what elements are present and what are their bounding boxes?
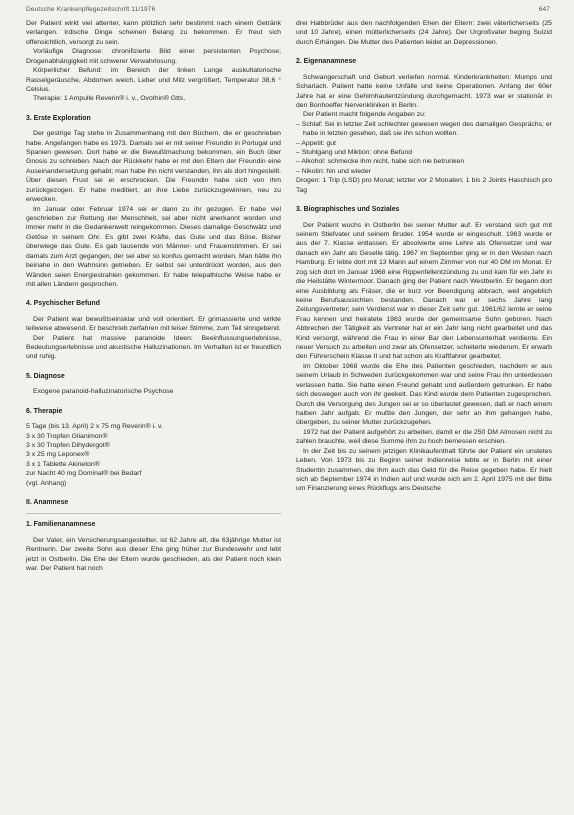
body-paragraph: 1972 hat der Patient aufgehört zu arbeiten, damit er die 250 DM Almosen nicht zu zahlen brauchte, weil diese Summe ihm zu hoch bemessen erschien.	[296, 428, 552, 446]
intro-paragraph: Der Patient wirkt viel attenter, kann plötzlich sehr bestimmt nach einem Getränk verlangen. Irdische Dinge scheinen Belang zu bekommen. Er freut sich offensichtlich, versorgt zu sein.	[26, 20, 281, 46]
journal-title: Deutsche Krankenpflegezeitschrift 11/1976	[26, 6, 156, 13]
section-heading: 3. Biographisches und Soziales	[296, 206, 400, 214]
right-column	[296, 19, 552, 494]
therapy-item: (vgl. Anhang)	[26, 479, 67, 487]
section-heading: 3. Erste Exploration	[26, 114, 91, 122]
intro-paragraph: Therapie: 1 Ampulle Reverin® i. v., Ovothin® Gtts.	[33, 95, 186, 103]
body-paragraph: Der gestrige Tag stehe in Zusammenhang mit den Büchern, die er geschrieben habe. Angefangen habe es 1973. Damals sei er mit seiner Freundin in Portugal und Spanien gewesen. Dort habe er die Bewußtmachung bekommen, ein Buch über Gnosis zu schreiben. Nach der Rückkehr habe er mit den Eltern der Freundin eine Auseinandersetzung gehabt; man habe ihn nicht verstanden, ihn als dort hingestellt. Über diesen Frust sei er erschrocken. Die Freundin habe sich von ihm zurückgezogen. Er habe meditiert, an ihre Liebe zurückzugewinnen, neu zu erwecken.	[26, 130, 281, 204]
drug-statement: Drogen: 1 Trip (LSD) pro Monat; letzter vor 2 Monaten; 1 bis 2 Joints Haschisch pro Tag	[296, 177, 552, 194]
diagnosis-text: Exogene paranoid-halluzinatorische Psychose	[33, 388, 174, 396]
statement-item: – Schlaf: Sei in letzter Zeit schlechter gewesen wegen des damaligen Gesprächs; er habe in letzten gesehen, daß sie ihn schon wollten.	[296, 120, 552, 138]
therapy-item: 3 x 30 Tropfen Dihydergot®	[26, 441, 110, 449]
therapy-item: 5 Tage (bis 13. April) 2 x 75 mg Reverin® i. v.	[26, 423, 163, 431]
body-paragraph: drei Halbbrüder aus den nachfolgenden Ehen der Eltern: zwei väterlicherseits (25 und 10 Jahre), einen mütterlicherseits (24 Jahre). Der Urgroßvater beging Suizid durch Erhängen. Die Mutter des Patienten leidet an Depressionen.	[296, 20, 552, 46]
therapy-list	[26, 422, 281, 488]
statement-item: – Nikotin: hin und wieder	[296, 167, 371, 175]
part-heading: II. Anamnese	[26, 499, 69, 507]
body-paragraph: Der Vater, ein Versicherungsangestellter, ist 62 Jahre alt, die 63jährige Mutter ist Rentnerin. Der zweite Sohn aus dieser Ehe ging früher zur Bundeswehr und lebt jetzt in Ostberlin. Die Ehe der Eltern wurde geschieden, als der Patient noch klein war. Der Patient hat noch	[26, 536, 281, 573]
body-paragraph: Der Patient hat massive paranoide Ideen: Beeinflussungserlebnisse, Bedeutungserlebnisse und akustische Halluzinationen. Im Verhalten ist er freundlich und ruhig.	[26, 334, 281, 361]
section-heading: 6. Therapie	[26, 407, 63, 415]
section-heading: 2. Eigenanamnese	[296, 58, 357, 66]
left-column	[26, 19, 281, 574]
statement-item: – Alkohol: schmecke ihm nicht, habe sich nie betrunken	[296, 158, 465, 166]
therapy-item: 3 x 25 mg Leponex®	[26, 451, 90, 459]
statement-item: – Appetit: gut	[296, 139, 336, 147]
body-paragraph: Der Patient macht folgende Angaben zu:	[303, 111, 426, 119]
body-paragraph: Im Oktober 1968 wurde die Ehe des Patienten geschieden, nachdem er aus seinem Urlaub in Schweden zurückgekommen war und seine Frau ihn unterdessen verlassen hatte. Sie hatte einen Freund gehabt und außerdem getrunken. Er habe sich deswegen auch von ihr geekelt. Das Kind wurde dem Patienten zugesprochen. Durch die Versorgung des Jungen sei er so überlastet gewesen, daß er nach einem halben Jahr aufgab. Er mußte den Jungen, der sehr an ihm gehangen habe, übergeben, zu seiner Mutter zurückzugehen.	[296, 362, 552, 427]
body-paragraph: Der Patient war bewußtseinsklar und voll orientiert. Er grimassierte und wirkte teilweise abwesend. Er beschrieb zerfahren mit leiser Stimme, zum Teil sinngebend.	[26, 315, 281, 333]
body-paragraph: Im Januar oder Februar 1974 sei er dann zu ihr gezogen. Er habe viel geschrieben zur Rettung der Menschheit, sei aber nicht anerkannt worden und immer mehr in die Gedankenwelt reingekommen. Dieses damalige Geschwätz und Getöse in seinem Ohr. Es gibt zwei Kräfte, das Gute und das Böse. Bisher überwiege das Gute. Es gab tausende von Männer- und Frauenstimmen. Er sei damals zum Arzt gegangen, der sei aber so konfus gemacht worden. Man hätte ihn beinahe in den Wahnsinn getrieben. Er selbst sei unterdrückt worden, aus den Wänden seien Energiestrahlen gekommen. Er habe telepathische Weise habe er mit allen Ländern gesprochen.	[26, 205, 281, 288]
page-number: 647	[538, 6, 550, 13]
section-heading: 4. Psychischer Befund	[26, 300, 100, 308]
intro-paragraph: Körperlicher Befund: im Bereich der linken Lunge auskultatorische Rasselgeräusche, Abdomen weich, Leber und Milz vergrößert, Temperatur 38,6 ° Celsius.	[26, 67, 281, 93]
body-paragraph: Schwangerschaft und Geburt verliefen normal. Kinderkrankheiten: Mumps und Scharlach. Patient hatte keine Unfälle und keine Operationen. Anfang der 60er Jahre hat er eine Gehirnhautentzündung durchgemacht. 1973 war er stationär in den Bonhoeffer Nervenkliniken in Berlin.	[296, 73, 552, 109]
therapy-item: zur Nacht 40 mg Dominal® bei Bedarf	[26, 470, 142, 478]
intro-paragraph: Vorläufige Diagnose: chronifizierte Bild einer persistenten Psychose; Drogenabhängigkeit mit schwerer Verwahrlosung.	[26, 48, 281, 65]
therapy-item: 3 x 30 Tropfen Glianimon®	[26, 432, 108, 440]
body-paragraph: In der Zeit bis zu seinem jetzigen Klinikaufenthalt führte der Patient ein unstetes Leben. Von 1973 bis zu Beginn seiner Indienreise lebte er in Berlin mit einer Studentin zusammen, die ihm auch das Geld für die Reise gegeben habe. Er hielt sich ab September 1974 in Indien auf und wurde sich am 2. April 1975 mit der Bitte um Finanzierung eines Rückflugs ans Deutsche	[296, 447, 552, 493]
therapy-item: 3 x 1 Tablette Akineton®	[26, 460, 100, 468]
heading-rule	[26, 513, 281, 514]
patient-statements-list	[296, 120, 552, 177]
section-heading: 5. Diagnose	[26, 372, 65, 380]
statement-item: – Stuhlgang und Miktion: ohne Befund	[296, 149, 413, 157]
body-paragraph: Der Patient wuchs in Ostberlin bei seiner Mutter auf. Er verstand sich gut mit seinem Stiefvater und seinem Bruder. 1954 wurde er eingeschult. 1963 wurde er aus der 7. Klasse entlassen. Er absolvierte eine Lehre als Ofensetzer und war danach ein Jahr als Geselle tätig. 1967 im September ging er in den Westen nach Hamburg. Er lebte dort mit 13 Mann auf einem Zimmer von nur 40 DM im Monat. Er zog sich dort im Januar 1968 eine Rippenfellentzündung zu und kam für ein Jahr in die Heilstätte Wintermoor. Danach ging der Patient nach Westberlin. Er begann dort eine Ausbildung als Fräser, die er kurz vor Beendigung abbrach, weil angeblich keine Berufsaussichten bestanden. Danach war er sechs Jahre lang Zeitungsvertreter; sein Verdienst war in dieser Zeit sehr gut. 1961/62 lernte er seine Frau kennen und heiratete 1963 wurde der gemeinsame Sohn geboren. Nach Abbrechen der Tätigkeit als Vertreter hat er ein Jahr lang nicht gearbeitet und das Kind versorgt, während die Frau in einer Bar den Lebensunterhalt verdiente. Ein neuer Versuch zu arbeiten und zwar als Ofensetzer, scheiterte wiederum. Er erwarb den Führerschein Klasse II und hat schon als Kraftfahrer gearbeitet.	[296, 221, 552, 361]
subsection-heading: 1. Familienanamnese	[26, 521, 96, 529]
running-head	[26, 6, 550, 13]
